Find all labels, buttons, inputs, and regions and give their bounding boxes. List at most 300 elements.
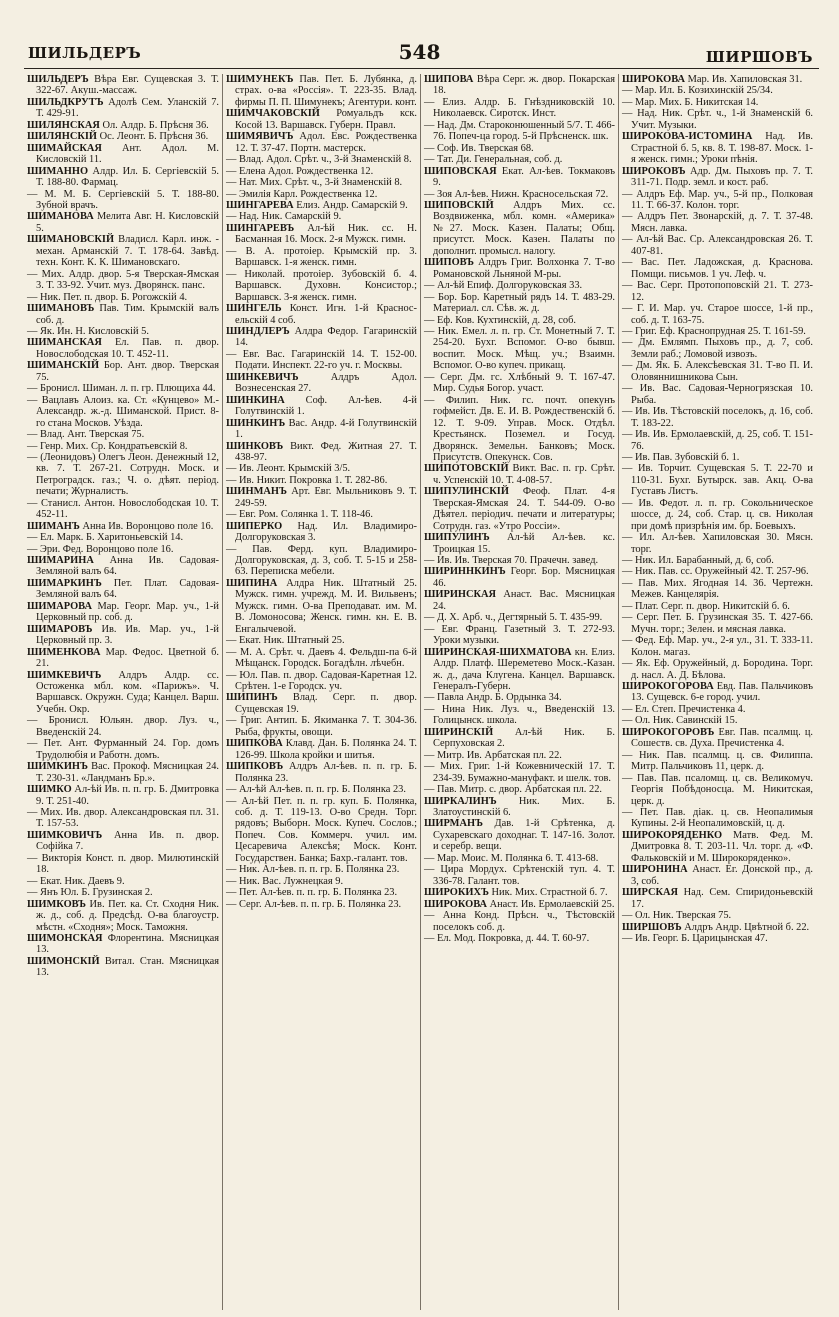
directory-entry (424, 200, 615, 257)
entry-details: Феоф. Плат. 4-я Тверская-Ямская 24. Т. 544-09. О-во Дѣятел. періодич. печати и литературы; Сотрудн. газ. «Утро Россіи». (433, 486, 615, 532)
entry-details: Влад. Серг. п. двор. Сущевская 19. (235, 692, 417, 715)
directory-entry (622, 532, 813, 555)
entry-details: — Над. Ник. Срѣт. ч., 1-й Знаменскій 6. Учит. Музыки. (622, 108, 813, 131)
entry-details: — Ник. Пав. псалмщ. ц. св. Филиппа. Митр. Пальчиковъ 11, церк. д. (622, 749, 813, 773)
directory-entry (622, 463, 813, 497)
entry-details: — Ив. Ив. Тѣстовскій поселокъ, д. 16, соб. Т. 183-22. (622, 406, 813, 429)
entry-details: Соф. Ал-ѣев. 4-й Голутвинскій 1. (235, 394, 417, 418)
entry-surname: ШИНГАРЕВА (226, 199, 294, 211)
entry-details: Алдръ Андр. Цвѣтной б. 22. (681, 921, 810, 933)
running-head-left: ШИЛЬДЕРЪ (28, 44, 142, 62)
entry-details: — Мих. Ив. двор. Александровская пл. 31. Т. 157-53. (27, 807, 219, 830)
directory-entry (226, 74, 417, 108)
entry-details: Над. Ил. Владимиро-Долгоруковская 3. (235, 520, 417, 544)
entry-surname: ШИЛЬДКРУТЪ (27, 96, 104, 108)
entry-surname: ШИМКЕВИЧЪ (27, 669, 102, 681)
entry-details: Матв. Фед. М. Дмитровка 8. Т. 203-11. Чл. торг. д. «Ф. Фальковскій и М. Широкоряденко». (631, 829, 813, 864)
entry-details: — Ел. Марк. Б. Харитоньевскій 14. (27, 532, 184, 544)
directory-entry (226, 108, 417, 131)
entry-details: — Д. Х. Арб. ч., Дегтярный 5. Т. 435-99. (424, 612, 603, 624)
directory-entry (226, 486, 417, 509)
directory-entry (226, 521, 417, 544)
directory-entry (622, 429, 813, 452)
entry-details: Анаст. Ег. Донской пр., д. 3, соб. (631, 864, 813, 887)
running-head-right: ШИРШОВЪ (705, 48, 813, 66)
directory-entry (622, 74, 813, 85)
directory-entry (226, 154, 417, 165)
entry-details: Адр. Дм. Пыховъ пр. 7. Т. 311-71. Подр. земл. и кост. раб. (631, 165, 813, 189)
entry-details: — Евг. Франц. Газетный 3. Т. 272-93. Уроки музыки. (424, 623, 615, 647)
directory-entry (622, 887, 813, 910)
directory-entry (226, 463, 417, 474)
entry-details: — Евг. Вас. Гагаринскій 14. Т. 152-00. Подати. Инспект. 22-го уч. г. Москвы. (226, 348, 417, 372)
entry-details: — Ник. Емел. л. п. гр. Ст. Монетный 7. Т. 254-20. Бухг. Вспомог. О-во бывш. воспит. Моск. Мѣщ. уч.; Взаимн. Вспомог. О-во купеч. прикащ. (424, 325, 615, 372)
directory-entry (226, 635, 417, 646)
directory-entry (27, 292, 219, 303)
columns (24, 74, 819, 1310)
directory-entry (622, 612, 813, 635)
directory-entry (226, 349, 417, 372)
entry-details: — Ал-ѣй Ал-ѣев. п. п. гр. Б. Полянка 23. (226, 784, 406, 796)
entry-details: — Цира Мордух. Срѣтенскій туп. 4. Т. 336-78. Галант. тов. (424, 864, 615, 887)
directory-entry (622, 85, 813, 96)
entry-surname: ШИПОВСКІЙ (424, 199, 494, 211)
entry-details: Ал-ѣй Ник. Б. Серпуховская 2. (433, 726, 615, 750)
entry-surname: ШИРОКОВЪ (622, 165, 686, 177)
entry-details: — Ив. Ив. Ермолаевскій, д. 25, соб. Т. 151-76. (622, 429, 813, 452)
entry-details: — Станисл. Антон. Новослободская 10. Т. 452-11. (27, 497, 219, 521)
entry-details: — Вас. Пет. Ладожская, д. Краснова. Помщи. письмов. 1 уч. Леф. ч. (622, 257, 813, 280)
directory-entry (27, 807, 219, 830)
directory-entry (622, 555, 813, 566)
entry-surname: ШИМКО (27, 784, 72, 796)
column-4 (618, 74, 816, 1310)
entry-details: — Янъ Юл. Б. Грузинская 2. (27, 887, 153, 899)
entry-surname: ШИПОВА (424, 74, 474, 85)
entry-surname: ШИНГЕЛЬ (226, 303, 282, 315)
directory-entry (27, 876, 219, 887)
entry-surname: ШИРИНСКАЯ-ШИХМАТОВА (424, 646, 572, 658)
entry-details: Ант. Адол. М. Кисловскій 11. (36, 142, 219, 166)
entry-details: — Павла Андр. Б. Ордынка 34. (424, 692, 562, 704)
entry-details: Витал. Стан. Мясницкая 13. (36, 955, 219, 979)
entry-details: Клавд. Дан. Б. Полянка 24. Т. 126-99. Школа кройки и шитья. (235, 738, 417, 761)
directory-entry (226, 796, 417, 865)
entry-details: Ол. Алдр. Б. Прѣсня 36. (99, 119, 209, 131)
entry-details: — Ал-ѣй Пет. п. п. гр. куп. Б. Полянка, соб. д. Т. 119-13. О-во Средн. Торг. рядовъ; Выборн. Моск. Купеч. Сослов.; Попеч. Сов. Коммерч. учил. им. Цесаревича Алексѣя; Моск. Конт. Государствен. Банка; Бахр.-галант. тов. (226, 795, 417, 864)
entry-details: — Ив. Пав. Зубовскій б. 1. (622, 451, 740, 463)
entry-surname: ШИМАНОВСКІЙ (27, 234, 115, 246)
entry-details: — Дм. Як. Б. Алексѣевская 31. Т-во П. И. Оловяннишникова Сын. (622, 360, 813, 383)
entry-surname: ШИМЕНКОВА (27, 646, 101, 658)
entry-details: — Ив. Федот. л. п. гр. Сокольническое шоссе, д. 24, соб. Стар. ц. св. Николая при домѣ призрѣнія им. бр. Боевыхъ. (622, 497, 813, 532)
entry-details: — Ник. Вас. Лужнецкая 9. (226, 875, 344, 887)
entry-details: Вѣра Евг. Сущевская 3. Т. 322-67. Акуш.-массаж. (36, 74, 219, 97)
directory-entry (226, 864, 417, 875)
directory-entry (27, 601, 219, 624)
entry-details: Над. Ив. Страстной б. 5, кв. 8. Т. 198-87. Моск. 1-я женск. гимн.; Уроки пѣнія. (631, 131, 813, 166)
entry-details: — Як. Ин. Н. Кисловскій 5. (27, 325, 149, 337)
directory-entry (622, 807, 813, 830)
entry-details: — Ив. Леонт. Крымскій 3/5. (226, 463, 351, 475)
entry-details: Вас. Андр. 4-й Голутвинскій 1. (235, 417, 417, 441)
entry-details: Анна Ив. п. двор. Софійка 7. (36, 829, 219, 853)
entry-details: — Бор. Бор. Каретный рядъ 14. Т. 483-29. Материал. сл. Сѣв. ж. д. (424, 291, 615, 315)
directory-entry (27, 624, 219, 647)
directory-entry (424, 818, 615, 852)
directory-entry (424, 486, 615, 532)
directory-entry (226, 544, 417, 578)
entry-details: Пав. Тим. Крымскій валъ соб. д. (36, 303, 219, 326)
directory-entry (27, 234, 219, 268)
directory-entry (27, 441, 219, 452)
entry-details: — Пав. Митр. с. двор. Арбатская пл. 22. (424, 784, 602, 796)
entry-surname: ШИРОКОГОРОВЪ (622, 726, 715, 738)
entry-details: Алдр. Ил. Б. Сергіевскій 5. Т. 188-80. Фармац. (36, 165, 219, 189)
entry-surname: ШИНДЛЕРЪ (226, 325, 290, 337)
entry-details: Евд. Пав. Пальчиковъ 13. Сущевск. 6-е город. учил. (631, 681, 813, 704)
entry-surname: ШИМАРИНА (27, 555, 94, 567)
entry-surname: ШИМОНСКАЯ (27, 932, 103, 944)
directory-entry (27, 189, 219, 212)
directory-entry (622, 566, 813, 577)
entry-details: Ник. Мих. Б. Златоустинскій 6. (433, 795, 615, 818)
entry-details: — Мар. Ил. Б. Козихинскій 25/34. (622, 85, 773, 97)
entry-surname: ШИМАРКИНЪ (27, 577, 102, 589)
directory-entry (622, 578, 813, 601)
entry-details: — Ал-ѣй Епиф. Долгоруковская 33. (424, 280, 583, 292)
entry-details: — Нина Ник. Луз. ч., Введенскій 13. Голицынск. школа. (424, 703, 615, 727)
directory-entry (622, 704, 813, 715)
directory-entry (27, 853, 219, 876)
directory-entry (622, 211, 813, 234)
directory-entry (424, 395, 615, 464)
entry-surname: ШИМАЙСКАЯ (27, 142, 102, 154)
directory-entry (622, 773, 813, 807)
entry-details: Ал-ѣй Ив. п. п. гр. Б. Дмитровка 9. Т. 251-40. (36, 784, 219, 807)
directory-entry (424, 853, 615, 864)
directory-entry (27, 578, 219, 601)
directory-entry (27, 544, 219, 555)
entry-details: — Филип. Ник. гс. почт. опекунъ гофмейст. Дв. Е. И. В. Рождественскій б. 12. Т. 9-09. Управ. Моск. Отдѣл. Крестьянск. Поземел. и Госуд. Дворянск. Земельн. Банковъ; Моск. Присутств. Опекунск. Сов. (424, 394, 615, 463)
directory-entry (226, 211, 417, 222)
directory-entry (27, 143, 219, 166)
directory-entry (424, 784, 615, 795)
page-number: 548 (398, 40, 441, 64)
entry-surname: ШИРОКОРЯДЕНКО (622, 829, 723, 841)
entry-surname: ШИРМАНЪ (424, 818, 483, 830)
entry-details: Алдръ Ал-ѣев. п. п. гр. Б. Полянка 23. (235, 761, 417, 784)
entry-details: Конст. Игн. 1-й Красносельскій 4 соб. (235, 303, 417, 326)
directory-entry (622, 337, 813, 360)
directory-entry (424, 532, 615, 555)
entry-details: Над. Сем. Спиридоньевскій 17. (631, 887, 813, 910)
entry-details: Вѣра Серг. ж. двор. Покарская 18. (433, 74, 615, 97)
entry-surname: ШИПОВСКАЯ (424, 165, 497, 177)
directory-entry (424, 555, 615, 566)
entry-details: Арт. Евг. Мыльниковъ 9. Т. 249-59. (235, 486, 417, 509)
entry-details: — Мих. Алдр. двор. 5-я Тверская-Ямская 3. Т. 33-92. Учит. муз. Дворянск. панс. (27, 268, 219, 292)
entry-details: — Вас. Серг. Протопоповскій 21. Т. 273-12. (622, 280, 813, 303)
directory-entry (622, 601, 813, 612)
directory-entry (27, 74, 219, 97)
directory-entry (622, 234, 813, 257)
directory-entry (424, 704, 615, 727)
directory-entry (226, 887, 417, 898)
directory-entry (27, 337, 219, 360)
entry-details: Адолѣ Сем. Уланскій 7. Т. 429-91. (36, 96, 219, 120)
entry-details: — Нат. Мих. Срѣт. ч., 3-й Знаменскій 8. (226, 177, 403, 189)
entry-details: — Ол. Ник. Тверская 75. (622, 910, 732, 922)
directory-entry (622, 830, 813, 864)
entry-details: — В. А. протоіер. Крымскій пр. 3. Варшавск. 1-я женск. гимн. (226, 245, 417, 269)
directory-entry (622, 131, 813, 165)
entry-details: — Ник. Ил. Барабанный, д. 6, соб. (622, 555, 774, 567)
entry-details: Владисл. Карл. инж. - механ. Арманскій 7. Т. 178-64. Завѣд. техн. Конт. К. К. Шимановскаго. (36, 234, 219, 269)
directory-entry (622, 108, 813, 131)
entry-details: Ел. Пав. п. двор. Новослободская 10. Т. 452-11. (36, 337, 219, 360)
directory-entry (622, 360, 813, 383)
entry-surname: ШИРСКАЯ (622, 887, 679, 899)
entry-surname: ШИЛЬДЕРЪ (27, 74, 89, 85)
directory-entry (622, 189, 813, 212)
directory-entry (424, 887, 615, 898)
entry-surname: ШИПЕРКО (226, 520, 283, 532)
directory-entry (622, 681, 813, 704)
entry-details: Алдра Федор. Гагаринскій 14. (235, 325, 417, 349)
directory-entry (27, 131, 219, 142)
entry-surname: ШИПКОВА (226, 738, 283, 750)
directory-entry (622, 383, 813, 406)
entry-details: — (Леонидовъ) Олегъ Леон. Денежный 12, кв. 7. Т. 267-21. Сотрудн. Моск. и Петроградск. газ.; Ч. о. дѣят. період. печати; Журналистъ. (27, 451, 219, 498)
entry-surname: ШИМКОВИЧЪ (27, 829, 103, 841)
entry-details: Мар. Ив. Хапиловская 31. (685, 74, 803, 85)
directory-entry (226, 670, 417, 693)
entry-details: — Серг. Пет. Б. Грузинская 35. Т. 427-66. Мучн. торг.; Зелен. и мясная лавка. (622, 612, 813, 635)
directory-entry (424, 589, 615, 612)
directory-entry (424, 612, 615, 623)
entry-details: — Алдръ Пет. Звонарскій, д. 7. Т. 37-48. Мясн. лавка. (622, 211, 813, 234)
entry-surname: ШИМКОВЪ (27, 898, 86, 910)
entry-details: — Дм. Емлямп. Пыховъ пр., д. 7, соб. Земли раб.; Ломовой извозъ. (622, 337, 813, 360)
entry-details: Алдръ Григ. Волхонка 7. Т-во Романовской Льняной М-ры. (433, 257, 615, 280)
directory-entry (622, 326, 813, 337)
directory-entry (424, 750, 615, 761)
directory-entry (226, 876, 417, 887)
directory-entry (424, 154, 615, 165)
entry-details: Ив. Ив. Мар. уч., 1-й Церковный пр. 3. (36, 623, 219, 647)
entry-details: Ромуальдъ кск. Косой 13. Варшавск. Губерн. Правл. (235, 108, 417, 131)
entry-details: — Над. Ник. Самарскій 9. (226, 211, 342, 223)
directory-entry (622, 922, 813, 933)
entry-details: — Фед. Еф. Мар. уч., 2-я ул., 31. Т. 333-11. Колон. магаз. (622, 635, 813, 658)
entry-details: Ив. Пет. ка. Ст. Сходня Ник. ж. д., соб. д. Предсѣд. О-ва благоустр. мѣстн. «Сходня»; Моск. Таможня. (36, 898, 219, 933)
directory-entry (622, 658, 813, 681)
entry-details: — Митр. Ив. Арбатская пл. 22. (424, 749, 562, 761)
directory-entry (424, 933, 615, 944)
entry-details: — Юл. Пав. п. двор. Садовая-Каретная 12. Срѣтен. 1-е Городск. уч. (226, 669, 417, 693)
entry-details: — Пав. Мих. Ягодная 14. 36. Чертежн. Межев. Канцелярія. (622, 577, 813, 601)
directory-entry (27, 120, 219, 131)
entry-details: Анаст. Вас. Мясницкая 24. (433, 589, 615, 612)
directory-entry (622, 406, 813, 429)
entry-surname: ШИРОКОВА (424, 898, 487, 910)
entry-details: — Елена Адол. Рождественка 12. (226, 165, 374, 177)
entry-surname: ШИМАННО (27, 165, 89, 177)
directory-entry (424, 189, 615, 200)
entry-details: — Як. Еф. Оружейный, д. Бородина. Торг. д. насл. А. Д. Бѣлова. (622, 658, 813, 681)
entry-details: — Пет. Ант. Фурманный 24. Гор. домъ Трудолюбія и Работн. домъ. (27, 738, 219, 761)
entry-details: — М. М. Б. Сергіевскій 5. Т. 188-80. Зубной врачъ. (27, 188, 219, 211)
entry-details: Елиз. Андр. Самарскій 9. (293, 199, 408, 211)
column-2 (222, 74, 420, 1310)
directory-entry (622, 166, 813, 189)
entry-details: — Ив. Торчит. Сущевская 5. Т. 22-70 и 110-31. Бухг. Бутырск. зав. Акц. О-ва Густавъ Листъ. (622, 463, 813, 498)
entry-details: Ал-ѣй Ал-ѣев. кс. Троицкая 15. (433, 532, 615, 555)
entry-details: Екат. Ал-ѣев. Токмаковъ 9. (433, 165, 615, 189)
entry-details: — Пав. Ферд. куп. Владимиро-Долгоруковская, д. 3, соб. Т. 5-15 и 258-63. Переписка мебели. (226, 543, 417, 578)
entry-surname: ШИМАНОВЪ (27, 303, 95, 315)
entry-details: — Г. И. Мар. уч. Старое шоссе, 1-й пр., соб. д. Т. 163-75. (622, 303, 813, 326)
directory-entry (622, 933, 813, 944)
column-1 (24, 74, 222, 1310)
directory-entry (622, 498, 813, 532)
entry-details: Мар. Георг. Мар. уч., 1-й Церковный пр. соб. д. (36, 600, 219, 624)
directory-entry (27, 532, 219, 543)
entry-details: Адол. Евс. Рождественка 12. Т. 37-47. Портн. мастерск. (235, 131, 417, 154)
entry-details: — Плат. Серг. п. двор. Никитскій б. 6. (622, 600, 790, 612)
entry-details: — Бронисл. Шиман. л. п. гр. Плющиха 44. (27, 383, 216, 395)
directory-entry (622, 635, 813, 658)
entry-details: — Ник. Пет. п. двор. Б. Рогожскій 4. (27, 291, 188, 303)
entry-details: Евг. Пав. псалмщ. ц. Сошеств. св. Духа. Пречистенка 4. (631, 726, 813, 750)
directory-entry (226, 899, 417, 910)
entry-surname: ШИМАНСКАЯ (27, 337, 102, 349)
entry-surname: ШИРИНСКІЙ (424, 726, 494, 738)
entry-details: Ник. Мих. Страстной б. 7. (488, 887, 608, 899)
directory-entry (424, 899, 615, 910)
entry-surname: ШИРОКОГОРОВА (622, 681, 714, 693)
directory-entry (424, 326, 615, 372)
entry-details: — Анна Конд. Прѣсн. ч., Тѣстовскій поселокъ соб. д. (424, 910, 615, 933)
entry-details: — Пет. Ал-ѣев. п. п. гр. Б. Полянка 23. (226, 887, 398, 899)
entry-details: кн. Елиз. Алдр. Платф. Шереметево Моск.-Казан. ж. д., дача Клугена. Канцел. Варшавск. Генералъ-Губерн. (433, 646, 615, 693)
directory-entry (424, 566, 615, 589)
directory-entry (226, 246, 417, 269)
entry-details: — Ол. Ник. Савинскій 15. (622, 715, 738, 727)
entry-details: Алдра Ник. Штатный 25. Мужск. гимн. учрежд. М. И. Вильвенъ; Мужск. гимн. О-ва Преподават. им. М. В. Ломоносова; Женск. гимн. кн. Е. В. Енгалычевой. (235, 577, 417, 635)
directory-entry (622, 910, 813, 921)
entry-surname: ШИМЯВИЧЪ (226, 131, 294, 143)
directory-entry (27, 887, 219, 898)
directory-entry (622, 303, 813, 326)
directory-entry (424, 692, 615, 703)
entry-details: Анна Ив. Садовая-Земляной валъ 64. (36, 555, 219, 578)
directory-entry (424, 143, 615, 154)
directory-entry (27, 269, 219, 292)
entry-details: — Ник. Ал-ѣев. п. п. гр. Б. Полянка 23. (226, 864, 400, 876)
directory-entry (226, 372, 417, 395)
directory-entry (226, 326, 417, 349)
directory-entry (226, 761, 417, 784)
entry-details: — Ив. Вас. Садовая-Черногрязская 10. Рыба. (622, 383, 813, 406)
entry-details: — Серг. Ал-ѣев. п. п. гр. Б. Полянка 23. (226, 898, 402, 910)
directory-entry (226, 647, 417, 670)
directory-entry (27, 956, 219, 979)
entry-details: Флорентина. Мясницкая 13. (36, 932, 219, 956)
entry-details: — Тат. Ди. Генеральная, соб. д. (424, 154, 563, 166)
entry-details: — Ив. Георг. Б. Царицынская 47. (622, 932, 768, 944)
directory-entry (226, 223, 417, 246)
entry-details: Ос. Леонт. Б. Прѣсня 36. (97, 131, 209, 143)
entry-surname: ШИМКИНЪ (27, 761, 88, 773)
directory-entry (226, 177, 417, 188)
entry-details: — Ел. Мод. Покровка, д. 44. Т. 60-97. (424, 932, 590, 944)
directory-entry (226, 578, 417, 635)
entry-details: — Екат. Ник. Штатный 25. (226, 635, 345, 647)
entry-surname: ШИПУЛИНЪ (424, 532, 490, 544)
directory-entry (27, 899, 219, 933)
entry-surname: ШИРОНИНА (622, 864, 688, 876)
entry-surname: ШИРШОВЪ (622, 921, 682, 933)
entry-details: Анаст. Ив. Ермолаевскій 25. (487, 898, 615, 910)
entry-details: — Пав. Пав. псаломщ. ц. св. Великомуч. Георгія Побѣдоносца. М. Никитская, церк. д. (622, 772, 813, 807)
directory-entry (622, 750, 813, 773)
directory-entry (27, 784, 219, 807)
entry-surname: ШИПУЛИНСКІЙ (424, 486, 509, 498)
entry-details: — Над. Дм. Староконюшенный 5/7. Т. 466-76. Попеч-ца город. 5-й Прѣсненск. шк. (424, 119, 615, 143)
directory-entry (424, 796, 615, 819)
entry-details: Алдръ Адол. Вознесенская 27. (235, 371, 417, 395)
entry-details: — Григ. Еф. Краснопрудная 25. Т. 161-59. (622, 325, 806, 337)
entry-surname: ШИРОКОВА (622, 74, 685, 85)
header-rule (24, 68, 819, 69)
directory-entry (226, 166, 417, 177)
directory-entry (424, 624, 615, 647)
entry-surname: ШИМОНСКІЙ (27, 955, 100, 967)
directory-entry (27, 521, 219, 532)
directory-entry (424, 463, 615, 486)
directory-entry (226, 189, 417, 200)
directory-entry (27, 383, 219, 394)
entry-details: Викт. Вас. п. гр. Срѣт. ч. Успенскій 10. Т. 4-08-57. (433, 463, 615, 486)
directory-entry (622, 97, 813, 108)
entry-details: — Генр. Мих. Ср. Кондратьевскій 8. (27, 440, 188, 452)
entry-details: — Григ. Антип. Б. Якиманка 7. Т. 304-36. Рыба, фрукты, овощи. (226, 715, 417, 738)
directory-entry (226, 738, 417, 761)
directory-entry (226, 509, 417, 520)
entry-surname: ШИНКЕВИЧЪ (226, 371, 299, 383)
entry-details: Бор. Ант. двор. Тверская 75. (36, 360, 219, 383)
entry-surname: ШИПОТОВСКІЙ (424, 463, 509, 475)
entry-surname: ШИЛЯНСКІЙ (27, 131, 97, 143)
entry-details: — Николай. протоіер. Зубовскій б. 4. Варшавск. Духовн. Консистор.; Варшавск. 3-я женск. гимн. (226, 268, 417, 303)
entry-details: — Евг. Ром. Солянка 1. Т. 118-46. (226, 509, 373, 521)
entry-details: — Ел. Степ. Пречистенка 4. (622, 703, 746, 715)
directory-entry (424, 97, 615, 120)
entry-details: — Зоя Ал-ѣев. Нижн. Красносельская 72. (424, 188, 609, 200)
entry-surname: ШИМАНЪ (27, 520, 80, 532)
entry-details: — Влад. Адол. Срѣт. ч., 3-й Знаменскій 8. (226, 154, 412, 166)
entry-details: — М. А. Срѣт. ч. Даевъ 4. Фельдш-па 6-й Мѣщанск. Городск. Богадѣлн. лѣчебн. (226, 646, 417, 670)
entry-surname: ШИНКИНА (226, 394, 285, 406)
entry-surname: ШИРИННКИНЪ (424, 566, 506, 578)
entry-details: — Ил. Ал-ѣев. Хапиловская 30. Мясн. торг. (622, 532, 813, 555)
directory-entry (424, 292, 615, 315)
directory-entry (226, 131, 417, 154)
directory-entry (27, 166, 219, 189)
entry-details: Ал-ѣй Ник. сс. Н. Басманная 16. Моск. 2-я Мужск. гимн. (235, 222, 417, 246)
